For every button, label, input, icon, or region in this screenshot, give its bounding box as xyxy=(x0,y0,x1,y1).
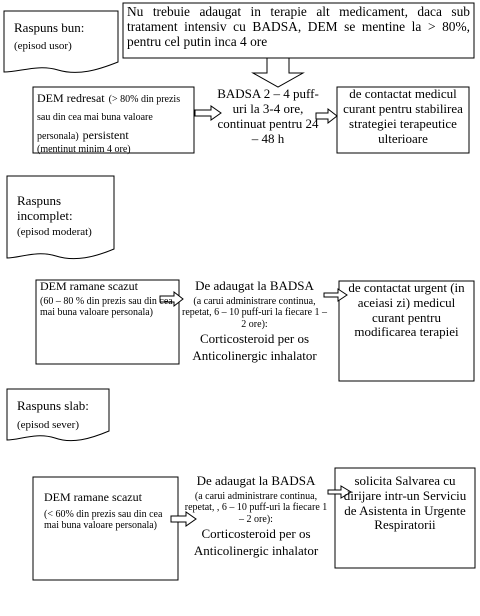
label-poor xyxy=(17,399,109,432)
incomplete-condition-detail: (60 – 80 % din prezis sau din cea mai buna valoare personala) xyxy=(40,295,173,319)
label-incomplete xyxy=(17,194,113,239)
good-condition-text xyxy=(37,89,191,156)
incomplete-treatment-line1: Corticosteroid per os xyxy=(199,331,310,347)
poor-treatment-line2: Anticolinergic inhalator xyxy=(193,543,319,559)
good-condition-main: DEM redresat xyxy=(37,91,105,105)
label-incomplete-title: Raspuns xyxy=(17,193,62,208)
good-treatment-text: BADSA 2 – 4 puff-uri la 3-4 ore, continuat pentru 24 – 48 h xyxy=(217,86,319,146)
label-incomplete-subtitle: (episod moderat) xyxy=(17,225,92,238)
label-good xyxy=(14,21,114,53)
poor-action-text: solicita Salvarea cu dirijare intr-un Serviciu de Asistenta in Urgente Respiratorii xyxy=(343,473,467,533)
incomplete-treatment-detail: (a carui administrare continua, repetat, 6 – 10 puff-uri la fiecare 1 – 2 ore): xyxy=(181,295,328,330)
incomplete-condition-text xyxy=(40,280,175,319)
poor-condition-text xyxy=(44,491,174,532)
arrow-good-2 xyxy=(316,109,337,123)
good-condition-suffix: persistent xyxy=(82,127,129,142)
poor-treatment-line1: Corticosteroid per os xyxy=(201,526,311,542)
good-action-text: de contactat medicul curant pentru stabilirea strategiei terapeutice ulterioare xyxy=(343,86,463,146)
label-good-subtitle: (episod usor) xyxy=(14,39,72,52)
down-block-arrow xyxy=(253,58,303,87)
label-incomplete-title-2: incomplet: xyxy=(17,207,73,223)
incomplete-condition-main: DEM ramane scazut xyxy=(40,279,138,293)
good-condition-duration: (mentinut minim 4 ore) xyxy=(37,144,131,156)
poor-treatment-title: De adaugat la BADSA xyxy=(196,473,316,488)
poor-treatment-text xyxy=(182,474,330,559)
label-poor-title: Raspuns slab: xyxy=(17,398,89,413)
good-condition-detail: (> 80% din prezis sau din cea mai buna valoare personala) xyxy=(37,94,181,142)
poor-treatment-detail: (a carui administrare continua, repetat, , 6 – 10 puff-uri la fiecare 1 – 2 ore): xyxy=(184,490,328,525)
incomplete-treatment-text xyxy=(181,279,328,364)
poor-condition-main: DEM ramane scazut xyxy=(44,490,142,504)
incomplete-treatment-title: De adaugat la BADSA xyxy=(195,278,314,293)
incomplete-treatment-line2: Anticolinergic inhalator xyxy=(192,348,317,364)
label-good-title: Raspuns bun: xyxy=(14,20,85,35)
top-note-text: Nu trebuie adaugat in terapie alt medicament, daca sub tratament intensiv cu BADSA, DEM se mentine la > 80%, pentru cel putin inca 4 ore xyxy=(127,4,470,50)
poor-condition-detail: (< 60% din prezis sau din cea mai buna valoare personala) xyxy=(44,508,163,532)
incomplete-action-text: de contactat urgent (in aceiasi zi) medicul curant pentru modificarea terapiei xyxy=(348,280,465,340)
label-poor-subtitle: (episod sever) xyxy=(17,418,80,431)
